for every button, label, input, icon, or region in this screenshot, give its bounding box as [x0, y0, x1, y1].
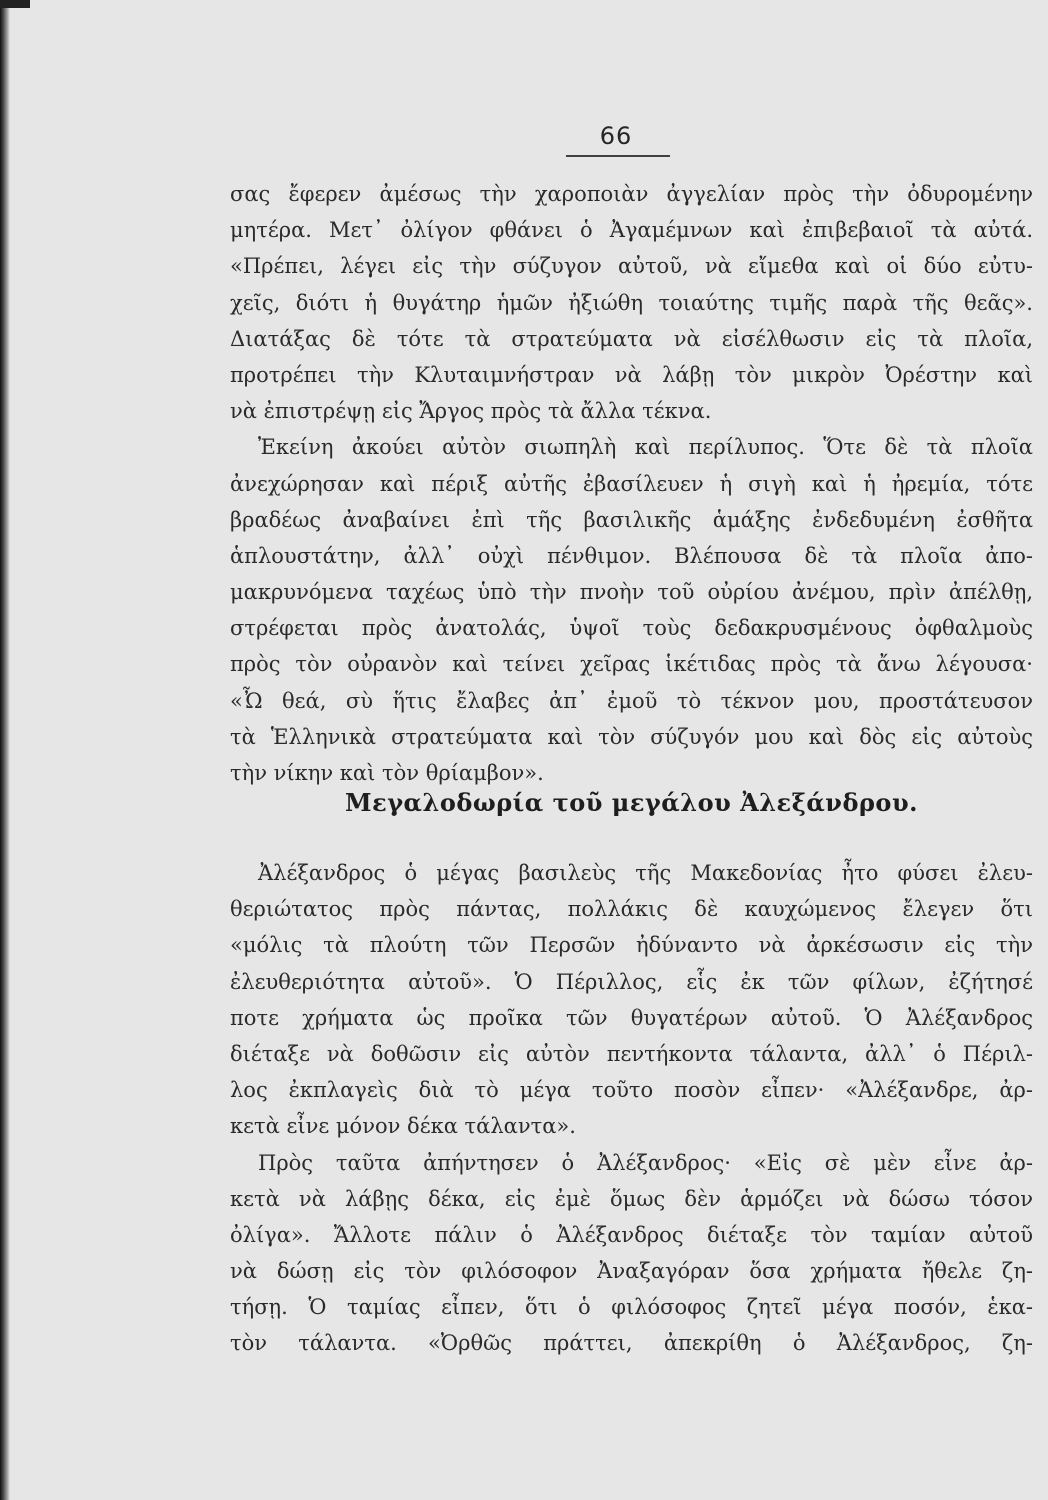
page-number: 66: [599, 122, 633, 150]
page-number-rule: [566, 155, 670, 157]
text-line: κετὰ νὰ λάβῃς δέκα, εἰς ἐμὲ ὅμως δὲν ἁρμόζει νὰ δώσω τόσον: [230, 1186, 1033, 1211]
text-block-continuation: [230, 176, 1033, 791]
text-line: ὀλίγα». Ἄλλοτε πάλιν ὁ Ἀλέξανδρος διέταξε τὸν ταμίαν αὐτοῦ: [230, 1222, 1033, 1247]
text-line: «Ὦ θεά, σὺ ἥτις ἔλαβες ἀπ᾽ ἐμοῦ τὸ τέκνον μου, προστάτευσον: [230, 688, 1033, 713]
text-line: ἁπλουστάτην, ἀλλ᾽ οὐχὶ πένθιμον. Βλέπουσα δὲ τὰ πλοῖα ἀπο-: [230, 543, 1033, 568]
text-line: τὸν τάλαντα. «Ὀρθῶς πράττει, ἀπεκρίθη ὁ Ἀλέξανδρος, ζη-: [230, 1331, 1033, 1356]
text-line: νὰ ἐπιστρέψῃ εἰς Ἄργος πρὸς τὰ ἄλλα τέκνα.: [230, 399, 712, 424]
text-line: νὰ δώσῃ εἰς τὸν φιλόσοφον Ἀναξαγόραν ὅσα χρήματα ἤθελε ζη-: [230, 1259, 1033, 1284]
text-line: Διατάξας δὲ τότε τὰ στρατεύματα νὰ εἰσέλθωσιν εἰς τὰ πλοῖα,: [230, 326, 1033, 351]
text-line: στρέφεται πρὸς ἀνατολάς, ὑψοῖ τοὺς δεδακρυσμένους ὀφθαλμοὺς: [230, 616, 1033, 641]
text-line: ἀνεχώρησαν καὶ πέριξ αὐτῆς ἐβασίλευεν ἡ σιγὴ καὶ ἡ ἠρεμία, τότε: [230, 471, 1033, 496]
text-line: τήσῃ. Ὁ ταμίας εἶπεν, ὅτι ὁ φιλόσοφος ζητεῖ μέγα ποσόν, ἑκα-: [230, 1295, 1033, 1320]
text-line: διέταξε νὰ δοθῶσιν εἰς αὐτὸν πεντήκοντα τάλαντα, ἀλλ᾽ ὁ Πέριλ-: [230, 1041, 1033, 1066]
text-line: ἐλευθεριότητα αὐτοῦ». Ὁ Πέριλλος, εἷς ἐκ τῶν φίλων, ἐζήτησέ: [230, 969, 1033, 994]
text-line: Ἐκείνη ἀκούει αὐτὸν σιωπηλὴ καὶ περίλυπος. Ὅτε δὲ τὰ πλοῖα: [258, 435, 1033, 460]
text-line: μακρυνόμενα ταχέως ὑπὸ τὴν πνοὴν τοῦ οὐρίου ἀνέμου, πρὶν ἀπέλθῃ,: [230, 580, 1033, 605]
text-line: «μόλις τὰ πλούτη τῶν Περσῶν ἠδύναντο νὰ ἀρκέσωσιν εἰς τὴν: [230, 933, 1033, 958]
page-corner-shadow: [0, 0, 30, 8]
text-line: μητέρα. Μετ᾽ ὀλίγον φθάνει ὁ Ἀγαμέμνων καὶ ἐπιβεβαιοῖ τὰ αὐτά.: [230, 218, 1033, 243]
text-line: προτρέπει τὴν Κλυταιμνήστραν νὰ λάβῃ τὸν μικρὸν Ὀρέστην καὶ: [230, 362, 1033, 387]
text-line: Ἀλέξανδρος ὁ μέγας βασιλεὺς τῆς Μακεδονίας ἦτο φύσει ἐλευ-: [258, 861, 1033, 885]
page-edge-shadow: [0, 0, 10, 1500]
text-line: λος ἐκπλαγεὶς διὰ τὸ μέγα τοῦτο ποσὸν εἶπεν· «Ἀλέξανδρε, ἀρ-: [230, 1078, 1033, 1103]
text-line: θεριώτατος πρὸς πάντας, πολλάκις δὲ καυχώμενος ἔλεγεν ὅτι: [230, 897, 1033, 922]
text-line: βραδέως ἀναβαίνει ἐπὶ τῆς βασιλικῆς ἁμάξης ἐνδεδυμένη ἐσθῆτα: [230, 507, 1033, 532]
text-line: τὴν νίκην καὶ τὸν θρίαμβον».: [230, 761, 544, 785]
text-line: σας ἔφερεν ἀμέσως τὴν χαροποιὰν ἀγγελίαν πρὸς τὴν ὀδυρομένην: [230, 182, 1033, 206]
text-line: ποτε χρήματα ὡς προῖκα τῶν θυγατέρων αὐτοῦ. Ὁ Ἀλέξανδρος: [230, 1005, 1033, 1030]
section-title: Μεγαλοδωρία τοῦ μεγάλου Ἀλεξάνδρου.: [345, 788, 918, 817]
text-block-section: [230, 855, 1033, 1362]
text-line: χεῖς, διότι ἡ θυγάτηρ ἡμῶν ἠξιώθη τοιαύτης τιμῆς παρὰ τῆς θεᾶς».: [230, 290, 1033, 315]
text-line: Πρὸς ταῦτα ἀπήντησεν ὁ Ἀλέξανδρος· «Εἰς σὲ μὲν εἶνε ἀρ-: [258, 1150, 1033, 1175]
text-line: τὰ Ἑλληνικὰ στρατεύματα καὶ τὸν σύζυγόν μου καὶ δὸς εἰς αὐτοὺς: [230, 724, 1033, 749]
text-line: πρὸς τὸν οὐρανὸν καὶ τείνει χεῖρας ἱκέτιδας πρὸς τὰ ἄνω λέγουσα·: [230, 652, 1033, 677]
text-line: «Πρέπει, λέγει εἰς τὴν σύζυγον αὐτοῦ, νὰ εἴμεθα καὶ οἱ δύο εὐτυ-: [230, 254, 1033, 279]
text-line: κετὰ εἶνε μόνον δέκα τάλαντα».: [230, 1114, 576, 1139]
